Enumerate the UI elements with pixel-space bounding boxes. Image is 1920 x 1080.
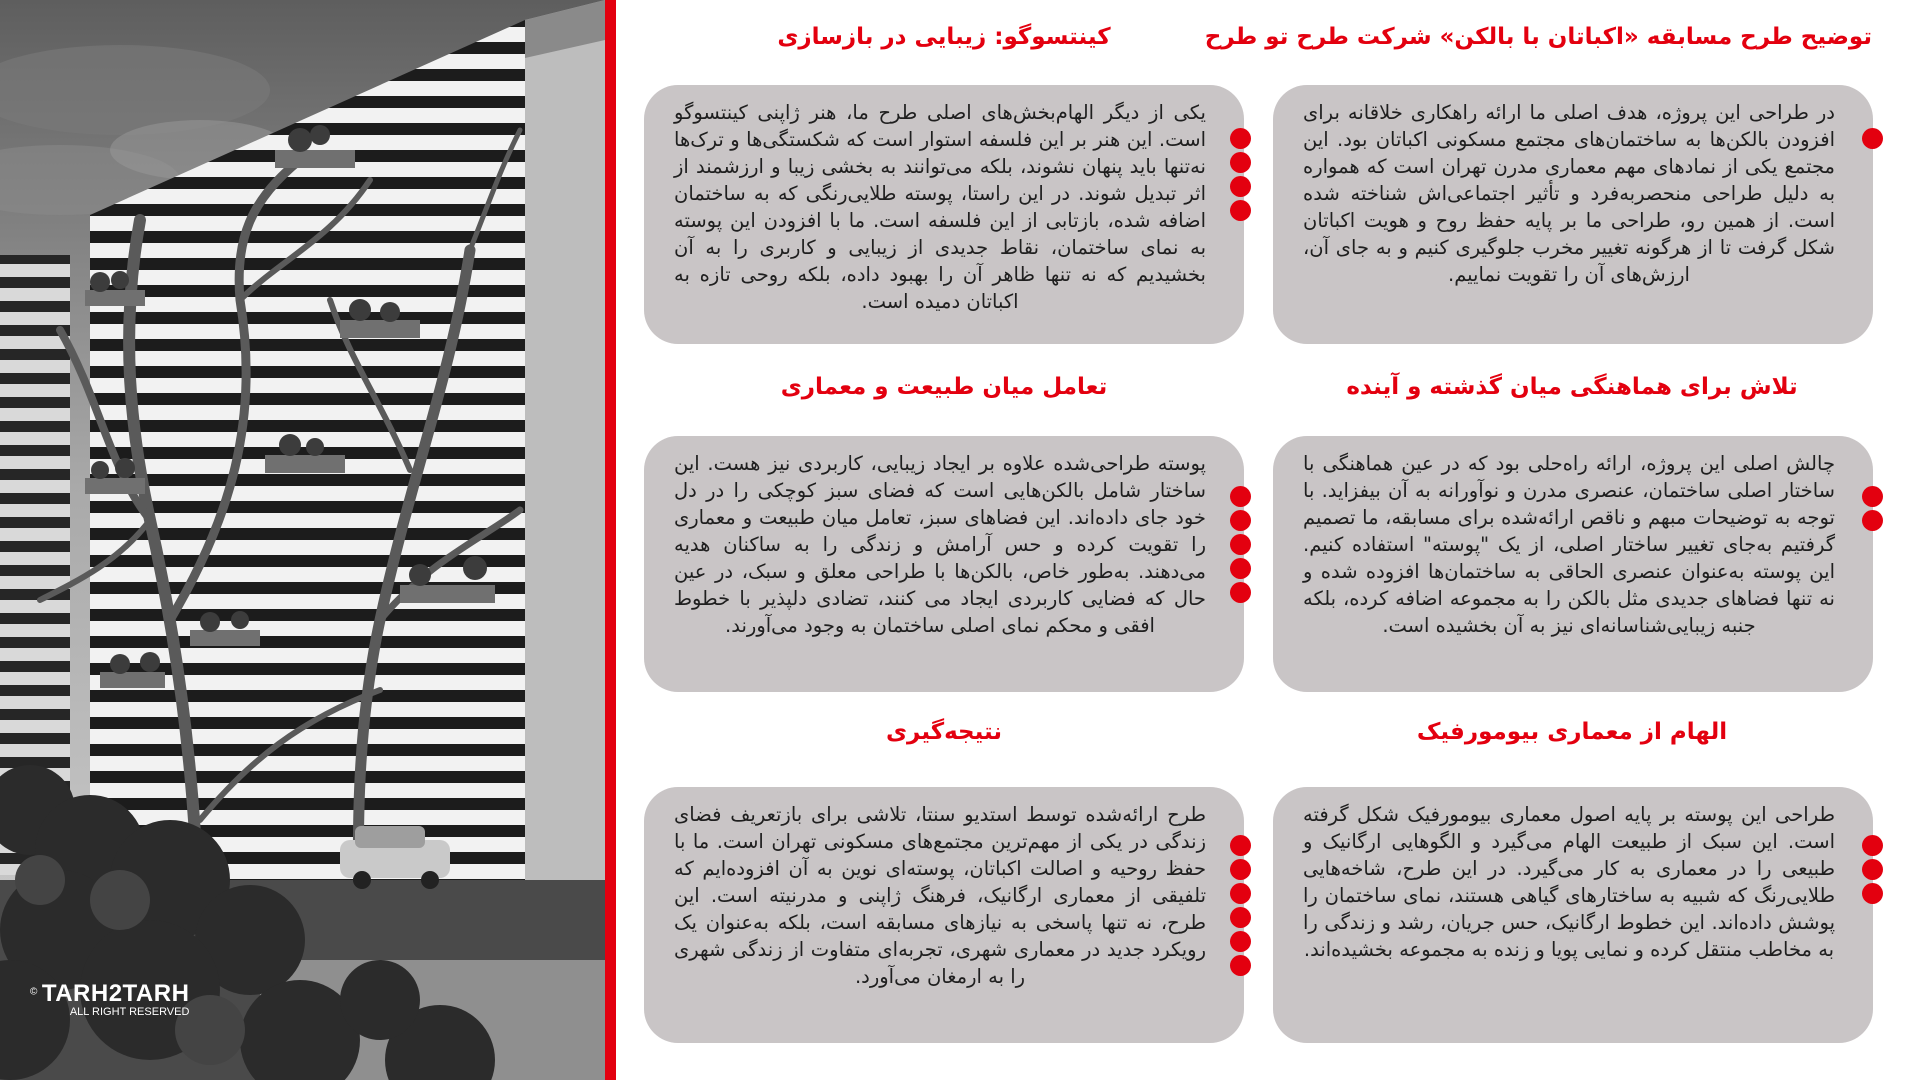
heading-kintsugi: کینتسوگو: زیبایی در بازسازی — [777, 24, 1111, 50]
card-text: یکی از دیگر الهام‌بخش‌های اصلی طرح ما، هنر ژاپنی کینتسوگو است. این هنر بر این فلسفه استوار است که شکستگی‌ها و ترک‌ها نه‌تنها باید پنهان نشوند، بلکه می‌توانند به بخشی زیبا و ارزشمند از اثر تبدیل شوند. در این راستا، پوسته طلایی‌رنگی که به ساختمان اضافه شده، بازتابی از این فلسفه است. ما با افزودن این پوسته به نمای ساختمان، نقاط جدیدی از زیبایی و کاربری را به آن بخشیدیم که نه تنها ظاهر آن را بهبود داده، بلکه روحی تازه به اکباتان دمیده است. — [674, 101, 1206, 313]
card-text: طرح ارائه‌شده توسط استدیو سنتا، تلاشی برای بازتعریف فضای زندگی در یکی از مهم‌ترین مجتمع‌های مسکونی تهران است. ما با حفظ روحیه و اصالت اکباتان، پوسته‌ای نوین به آن افزوده‌ایم که تلفیقی از معماری ارگانیک، فرهنگ ژاپنی و مدرنیته است. این طرح، نه تنها پاسخی به نیازهای مسابقه است، بلکه به‌عنوان یک رویکرد جدید در معماری شهری، تجربه‌ای متفاوت از زندگی شهری را به ارمغان می‌آورد. — [674, 803, 1206, 988]
bullet-dot — [1230, 200, 1251, 221]
logo-text: TARH2TARH — [41, 980, 190, 1007]
bullet-dot — [1230, 859, 1251, 880]
card-text: در طراحی این پروژه، هدف اصلی ما ارائه راهکاری خلاقانه برای افزودن بالکن‌ها به ساختمان‌های مجتمع مسکونی اکباتان بود. این مجتمع یکی از نمادهای مهم معماری مدرن تهران است که همواره به دلیل طراحی منحصربه‌فرد و تأثیر اجتماعی‌اش شناخته شده است. از همین رو، طراحی ما بر پایه حفظ روح و هویت اکباتان شکل گرفت تا از هرگونه تغییر مخرب جلوگیری کنیم و به جای آن، ارزش‌های آن را تقویت نماییم. — [1303, 101, 1835, 286]
card-ekbatan-competition — [1273, 85, 1873, 344]
bullet-dot — [1230, 128, 1251, 149]
bullet-dot — [1230, 907, 1251, 928]
bullet-dot — [1862, 486, 1883, 507]
card-conclusion — [644, 787, 1244, 1043]
building-rendering-photo — [0, 0, 605, 1080]
heading-nature-architecture: تعامل میان طبیعت و معماری — [780, 374, 1108, 400]
card-text: پوسته طراحی‌شده علاوه بر ایجاد زیبایی، کاربردی نیز هست. این ساختار شامل بالکن‌هایی است که فضای سبز کوچکی را در دل خود جای داده‌اند. این فضاهای سبز، تعامل میان طبیعت و معماری را تقویت کرده و حس آرامش و زندگی را به ساکنان هدیه می‌دهند. به‌طور خاص، بالکن‌ها با طراحی معلق و سبک، در عین حال که فضایی کاربردی ایجاد می کنند، تضادی دلپذیر با خطوط افقی و محکم نمای اصلی ساختمان به وجود می‌آورند. — [674, 452, 1206, 637]
bullet-dot — [1230, 835, 1251, 856]
bullet-dot — [1230, 534, 1251, 555]
card-biomorphic — [1273, 787, 1873, 1043]
card-text: طراحی این پوسته بر پایه اصول معماری بیومورفیک شکل گرفته است. این سبک از طبیعت الهام می‌گیرد و الگوهایی ارگانیک و طبیعی را در معماری به کار می‌گیرد. در این طرح، شاخه‌هایی طلایی‌رنگ که شبیه به ساختارهای گیاهی هستند، نمای ساختمان را پوشش داده‌اند. این خطوط ارگانیک، حس جریان، رشد و زندگی را به مخاطب منتقل کرده و نمایی پویا و زنده به مجموعه بخشیده‌اند. — [1303, 803, 1835, 961]
bullet-dot — [1230, 152, 1251, 173]
bullet-dot — [1862, 859, 1883, 880]
bullet-dot — [1230, 883, 1251, 904]
card-text: چالش اصلی این پروژه، ارائه راه‌حلی بود که در عین هماهنگی با ساختار اصلی ساختمان، عنصری مدرن و نوآورانه به آن بیفزاید. با توجه به توضیحات مبهم و ناقص ارائه‌شده برای مسابقه، ما تصمیم گرفتیم به‌جای تغییر ساختار اصلی، از یک "پوسته" استفاده کنیم. این پوسته به‌عنوان عنصری الحاقی به ساختمان‌ها افزوده شده و نه تنها فضاهای جدیدی مثل بالکن را به مجموعه اضافه کرده، بلکه جنبه زیبایی‌شناسانه‌ای نیز به آن بخشیده است. — [1303, 452, 1835, 637]
bullet-dot — [1862, 883, 1883, 904]
heading-ekbatan-competition: توضیح طرح مسابقه «اکباتان با بالکن» شرکت طرح تو طرح — [1204, 24, 1872, 50]
bullet-dot — [1862, 510, 1883, 531]
card-past-future-harmony — [1273, 436, 1873, 692]
copyright-symbol: © — [30, 986, 38, 998]
card-nature-architecture — [644, 436, 1244, 692]
bullet-dot — [1230, 931, 1251, 952]
bullet-dot — [1230, 176, 1251, 197]
card-kintsugi — [644, 85, 1244, 344]
bullet-dot — [1230, 955, 1251, 976]
bullet-dot — [1230, 558, 1251, 579]
heading-past-future-harmony: تلاش برای هماهنگی میان گذشته و آینده — [1346, 374, 1798, 400]
bullet-dot — [1230, 582, 1251, 603]
brand-logo — [30, 980, 189, 1018]
bullet-dot — [1862, 128, 1883, 149]
bullet-dot — [1230, 510, 1251, 531]
rights-text: ALL RIGHT RESERVED — [69, 1006, 190, 1018]
red-divider — [605, 0, 616, 1080]
bullet-dot — [1862, 835, 1883, 856]
heading-conclusion: نتیجه‌گیری — [885, 719, 1003, 745]
bullet-dot — [1230, 486, 1251, 507]
heading-biomorphic: الهام از معماری بیومورفیک — [1416, 719, 1728, 745]
